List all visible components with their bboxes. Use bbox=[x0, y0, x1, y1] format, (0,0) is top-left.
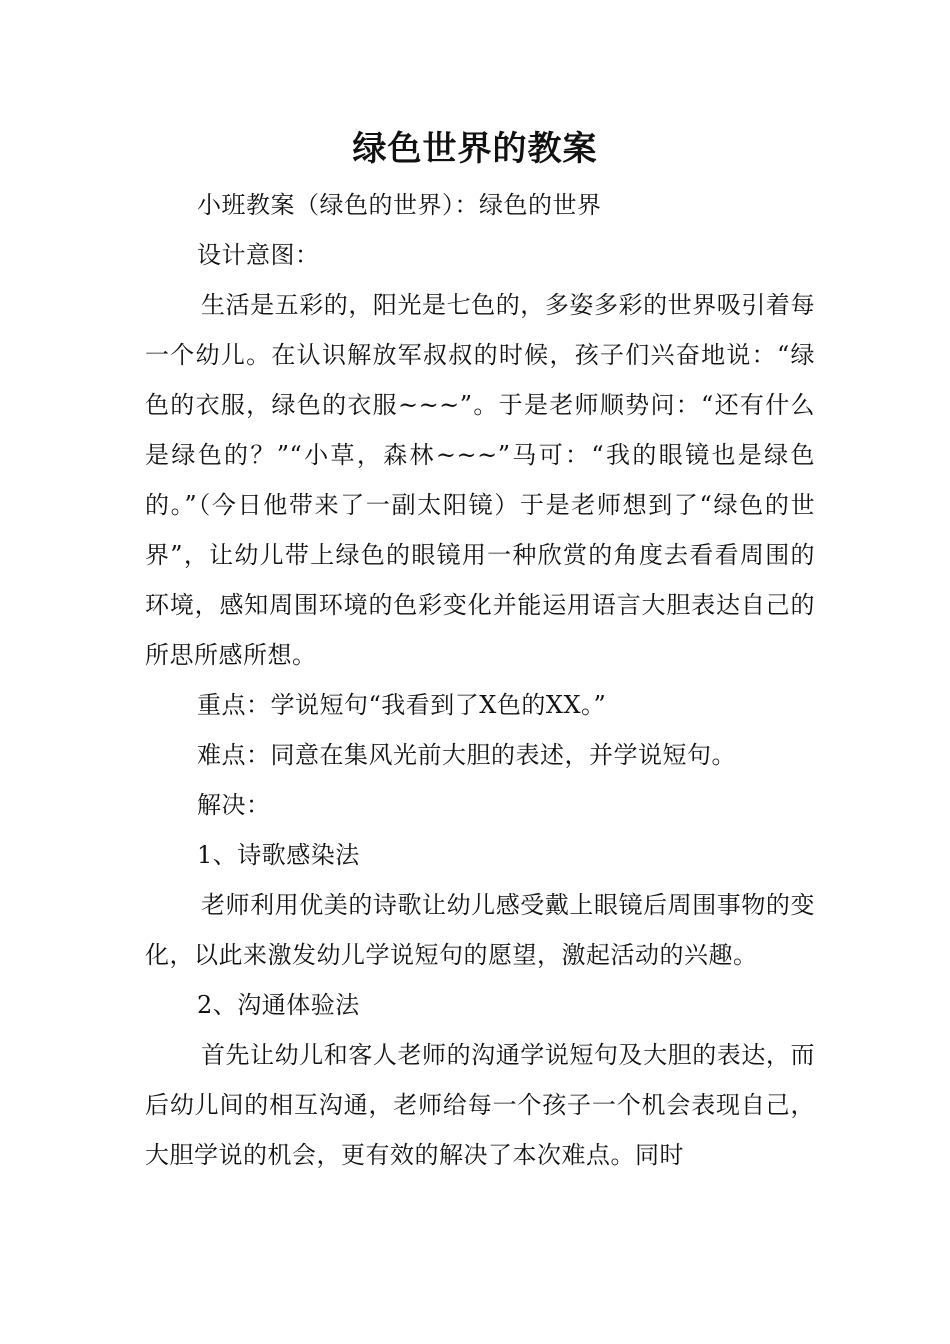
paragraph-method-1: 老师利用优美的诗歌让幼儿感受戴上眼镜后周围事物的变化，以此来激发幼儿学说短句的愿望，激起活动的兴趣。 bbox=[145, 891, 815, 969]
subtitle-line: 小班教案（绿色的世界）：绿色的世界 bbox=[197, 191, 602, 219]
key-point-line: 重点：学说短句“我看到了X色的XX。” bbox=[197, 691, 607, 719]
document-body bbox=[145, 180, 815, 1180]
method-heading-1: 1、诗歌感染法 bbox=[197, 841, 360, 869]
paragraph-method-2: 首先让幼儿和客人老师的沟通学说短句及大胆的表达，而后幼儿间的相互沟通，老师给每一个孩子一个机会表现自己，大胆学说的机会，更有效的解决了本次难点。同时 bbox=[145, 1041, 815, 1169]
method-heading-2: 2、沟通体验法 bbox=[197, 991, 360, 1019]
document-title: 绿色世界的教案 bbox=[352, 129, 598, 169]
section-heading-solution: 解决： bbox=[197, 791, 271, 819]
difficulty-line: 难点：同意在集风光前大胆的表述，并学说短句。 bbox=[197, 741, 736, 769]
section-heading-design-intent: 设计意图： bbox=[197, 241, 320, 269]
paragraph-design-intent: 生活是五彩的，阳光是七色的，多姿多彩的世界吸引着每一个幼儿。在认识解放军叔叔的时候，孩子们兴奋地说：“绿色的衣服，绿色的衣服~~~”。于是老师顺势问：“还有什么是绿色的？”“小草，森林~~~”马可：“我的眼镜也是绿色的。”（今日他带来了一副太阳镜）于是老师想到了“绿色的世界”，让幼儿带上绿色的眼镜用一种欣赏的角度去看看周围的环境，感知周围环境的色彩变化并能运用语言大胆表达自己的所思所感所想。 bbox=[145, 291, 815, 669]
